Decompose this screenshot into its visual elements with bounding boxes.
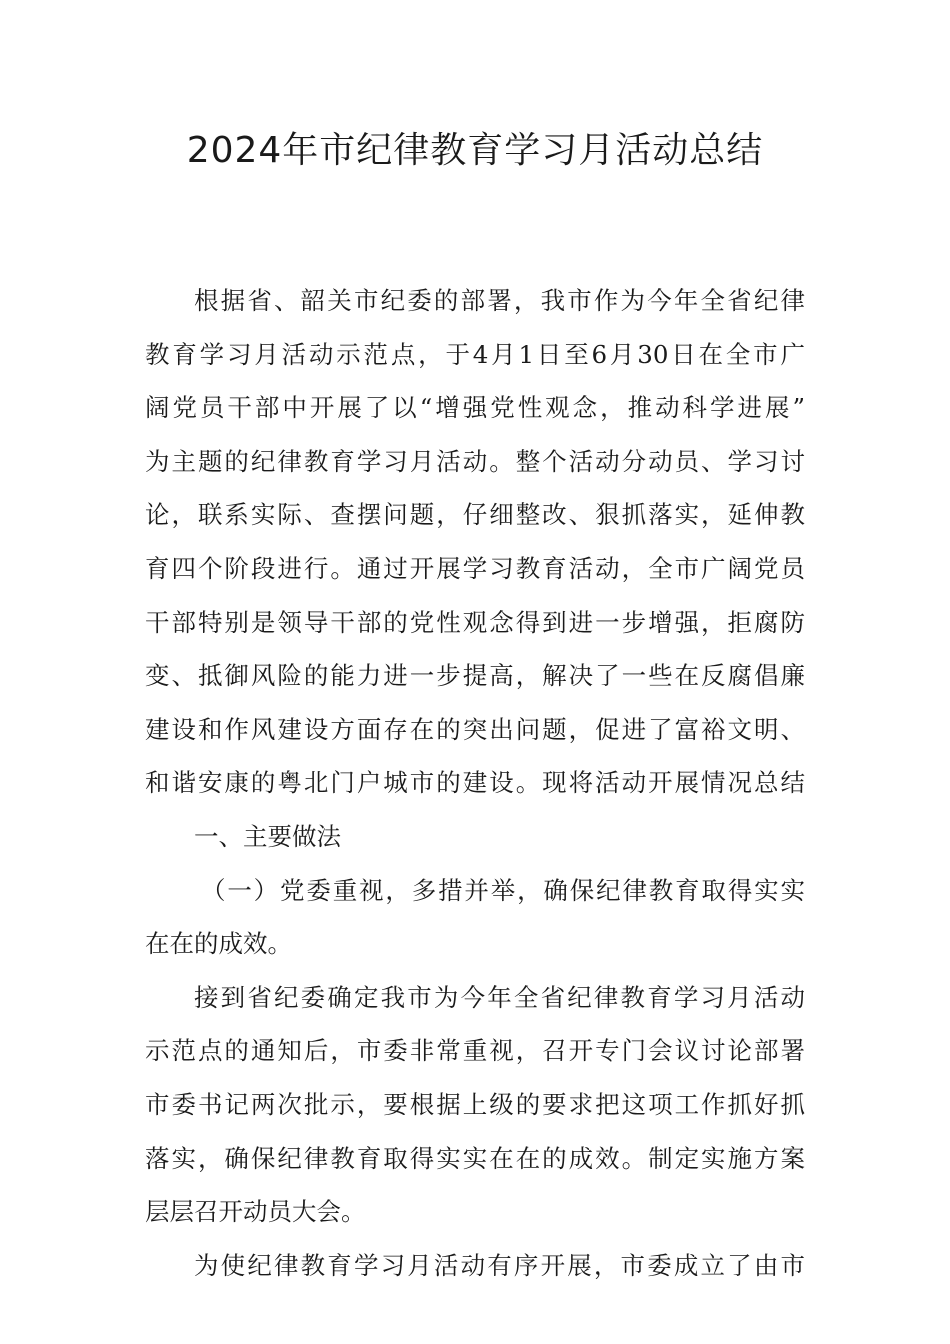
document-title: 2024年市纪律教育学习月活动总结 (186, 130, 764, 171)
paragraph-line: 变、抵御风险的能力进一步提高，解决了一些在反腐倡廉 (145, 661, 805, 691)
paragraph-line: 教育学习月活动示范点，于4月1日至6月30日在全市广 (145, 339, 805, 369)
paragraph-line: 和谐安康的粤北门户城市的建设。现将活动开展情况总结 (145, 768, 805, 798)
subsection-heading-continued: 在在的成效。 (145, 929, 292, 959)
section-heading: 一、主要做法 (194, 821, 341, 851)
paragraph-line: 示范点的通知后，市委非常重视，召开专门会议讨论部署 (145, 1036, 805, 1066)
paragraph-line: 干部特别是领导干部的党性观念得到进一步增强，拒腐防 (145, 607, 805, 637)
subsection-heading: （一）党委重视，多措并举，确保纪律教育取得实实 (201, 875, 805, 905)
paragraph-line: 为使纪律教育学习月活动有序开展，市委成立了由市 (194, 1250, 805, 1280)
paragraph-line: 阔党员干部中开展了以“增强党性观念，推动科学进展” (145, 393, 805, 423)
paragraph-line: 论，联系实际、查摆问题，仔细整改、狠抓落实，延伸教 (145, 500, 805, 530)
document-body (145, 274, 805, 1292)
paragraph-line: 育四个阶段进行。通过开展学习教育活动，全市广阔党员 (145, 553, 805, 583)
paragraph-line: 层层召开动员大会。 (145, 1197, 366, 1227)
paragraph-line: 建设和作风建设方面存在的突出问题，促进了富裕文明、 (145, 714, 805, 744)
paragraph-line: 落实，确保纪律教育取得实实在在的成效。制定实施方案 (145, 1143, 805, 1173)
paragraph-line: 市委书记两次批示，要根据上级的要求把这项工作抓好抓 (145, 1089, 805, 1119)
paragraph-line: 为主题的纪律教育学习月活动。整个活动分动员、学习讨 (145, 446, 805, 476)
paragraph-line: 根据省、韶关市纪委的部署，我市作为今年全省纪律 (194, 286, 805, 315)
paragraph-line: 接到省纪委确定我市为今年全省纪律教育学习月活动 (194, 982, 805, 1012)
